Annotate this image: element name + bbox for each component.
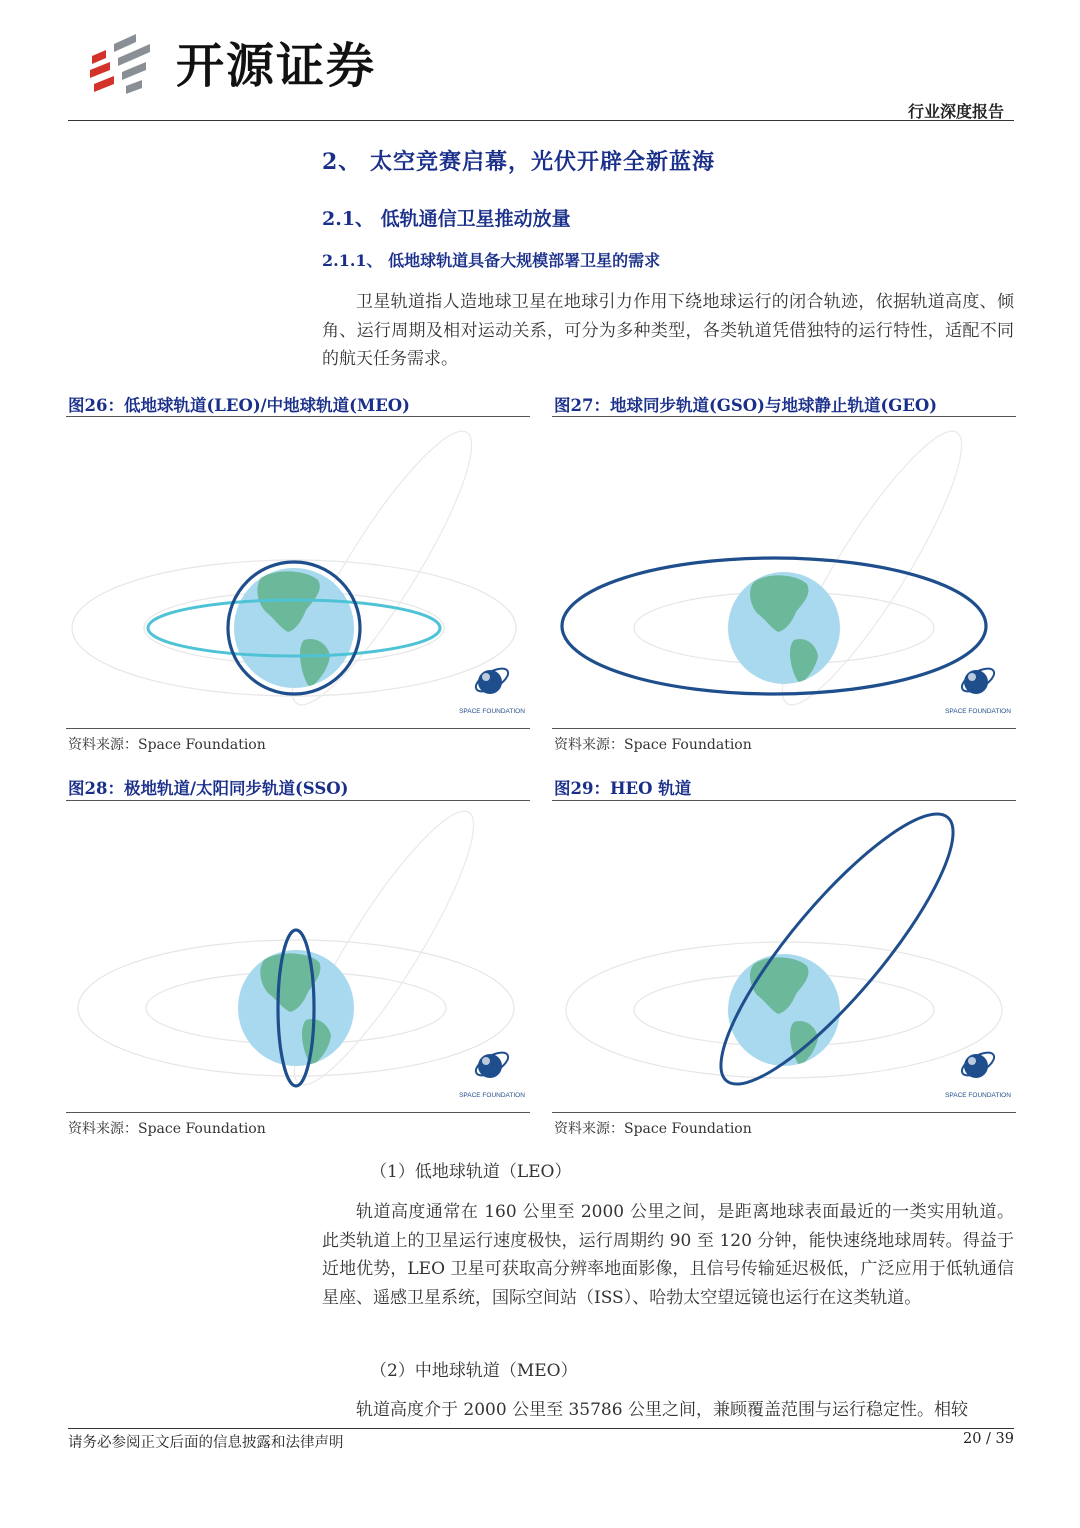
- space-foundation-logo-icon: [472, 1048, 511, 1080]
- section-heading-3: 2.1.1、 低地球轨道具备大规模部署卫星的需求: [322, 251, 661, 270]
- space-foundation-logo-text: SPACE FOUNDATION: [459, 708, 525, 715]
- section-heading-2: 2.1、 低轨通信卫星推动放量: [322, 208, 571, 230]
- figure-28-bottom-rule: [66, 1112, 530, 1113]
- section-heading-1: 2、 太空竞赛启幕，光伏开辟全新蓝海: [322, 149, 715, 175]
- figure-28-top-rule: [66, 800, 530, 801]
- heo-orbit: [691, 802, 983, 1110]
- company-logo-icon: [88, 34, 162, 96]
- page-number: 20 / 39: [962, 1431, 1014, 1447]
- company-name: 开源证券: [176, 38, 377, 94]
- figure-29-title: 图29：HEO 轨道: [554, 779, 692, 798]
- space-foundation-logo-text: SPACE FOUNDATION: [945, 708, 1011, 715]
- figure-28-source: 资料来源：Space Foundation: [68, 1121, 266, 1137]
- leo-subheading: （1）低地球轨道（LEO）: [370, 1162, 572, 1182]
- figure-27-title: 图27：地球同步轨道(GSO)与地球静止轨道(GEO): [554, 396, 938, 415]
- figure-29-bottom-rule: [552, 1112, 1016, 1113]
- figure-26-diagram: [66, 418, 530, 726]
- figure-26-source: 资料来源：Space Foundation: [68, 737, 266, 753]
- meo-subheading: （2）中地球轨道（MEO）: [370, 1361, 578, 1381]
- space-foundation-logo-text: SPACE FOUNDATION: [459, 1092, 525, 1099]
- footer-disclaimer: 请务必参阅正文后面的信息披露和法律声明: [68, 1435, 344, 1451]
- space-foundation-logo-icon: [958, 664, 997, 696]
- report-type-label: 行业深度报告: [907, 102, 1004, 121]
- figure-29-diagram: [552, 802, 1016, 1110]
- space-foundation-logo-icon: [472, 664, 511, 696]
- figure-27-top-rule: [552, 416, 1016, 417]
- figure-26-title: 图26：低地球轨道(LEO)/中地球轨道(MEO): [68, 396, 410, 415]
- figure-26-bottom-rule: [66, 728, 530, 729]
- figure-26-top-rule: [66, 416, 530, 417]
- footer-divider: [68, 1428, 1014, 1429]
- intro-paragraph: 卫星轨道指人造地球卫星在地球引力作用下绕地球运行的闭合轨迹，依据轨道高度、倾角、运行周期及相对运动关系，可分为多种类型，各类轨道凭借独特的运行特性，适配不同的航天任务需求。: [322, 292, 1014, 369]
- figure-29-top-rule: [552, 800, 1016, 801]
- space-foundation-logo-icon: [958, 1048, 997, 1080]
- figure-28-title: 图28：极地轨道/太阳同步轨道(SSO): [68, 779, 349, 798]
- meo-paragraph: 轨道高度介于 2000 公里至 35786 公里之间，兼顾覆盖范围与运行稳定性。相较: [356, 1400, 968, 1420]
- space-foundation-logo-text: SPACE FOUNDATION: [945, 1092, 1011, 1099]
- figure-27-source: 资料来源：Space Foundation: [554, 737, 752, 753]
- figure-27-bottom-rule: [552, 728, 1016, 729]
- leo-paragraph: 轨道高度通常在 160 公里至 2000 公里之间，是距离地球表面最近的一类实用轨道。此类轨道上的卫星运行速度极快，运行周期约 90 至 120 分钟，能快速绕地球周转。得益于近地优势，LEO 卫星可获取高分辨率地面影像，且信号传输延迟极低，广泛应用于低轨通信星座、遥感卫星系统，国际空间站（ISS）、哈勃太空望远镜也运行在这类轨道。: [322, 1202, 1014, 1308]
- figure-28-diagram: [66, 802, 530, 1110]
- header-divider: [68, 120, 1014, 121]
- figure-29-source: 资料来源：Space Foundation: [554, 1121, 752, 1137]
- figure-27-diagram: [552, 418, 1016, 726]
